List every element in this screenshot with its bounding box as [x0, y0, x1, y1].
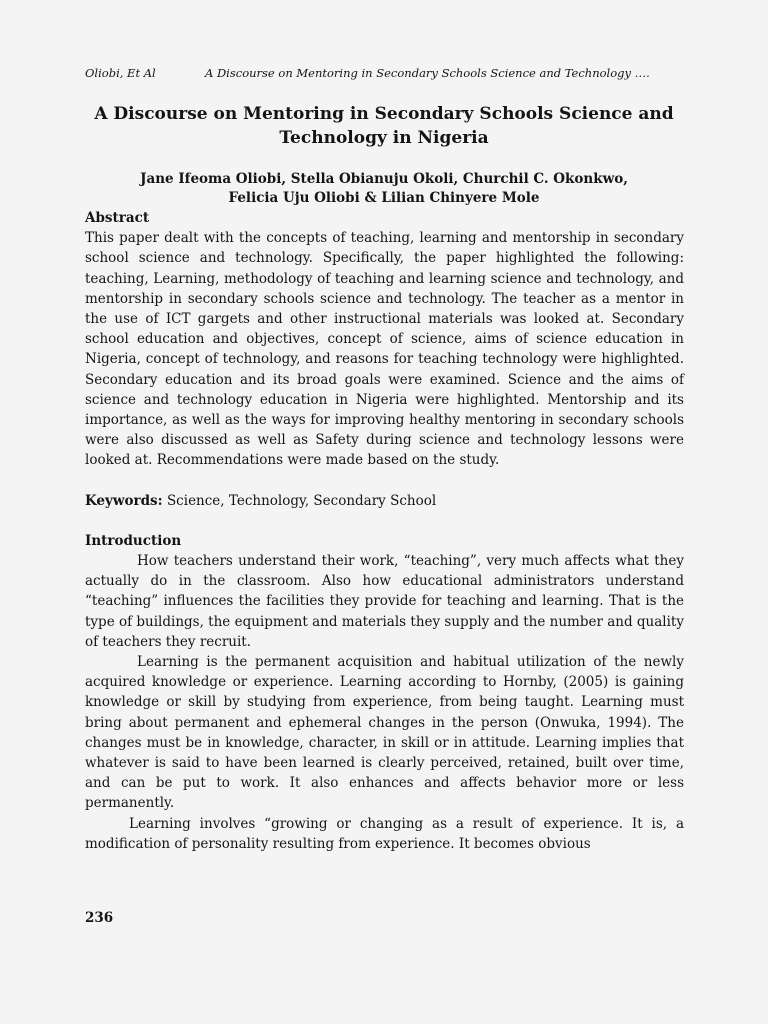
page-number: 236 — [85, 910, 114, 926]
running-head — [85, 66, 685, 80]
author-list — [70, 170, 698, 208]
main-content — [85, 208, 684, 854]
paper-title-line2: Technology in Nigeria — [279, 128, 489, 148]
author-list-line1: Jane Ifeoma Oliobi, Stella Obianuju Okoli, Churchil C. Okonkwo, — [140, 171, 628, 187]
keywords-label: Keywords: — [85, 492, 163, 509]
paper-title — [70, 102, 698, 150]
paper-title-line1: A Discourse on Mentoring in Secondary Schools Science and — [94, 104, 674, 124]
abstract-text: This paper dealt with the concepts of teaching, learning and mentorship in secondary school science and technology. Specifically, the paper highlighted the following: teaching, Learning, methodology of teaching and learning science and technology, and mentorship in secondary schools science and technology. The teacher as a mentor in the use of ICT gargets and other instructional materials was looked at. Secondary school education and objectives, concept of science, aims of science education in Nigeria, concept of technology, and reasons for teaching technology were highlighted. Secondary education and its broad goals were examined. Science and the aims of science and technology education in Nigeria were highlighted. Mentorship and its importance, as well as the ways for improving healthy mentoring in secondary schools were also discussed as well as Safety during science and technology lessons were looked at. Recommendations were made based on the study. — [85, 230, 684, 469]
author-list-line2: Felicia Uju Oliobi & Lilian Chinyere Mole — [228, 190, 540, 206]
introduction-paragraph-2: Learning is the permanent acquisition and habitual utilization of the newly acquired knowledge or experience. Learning according to Hornby, (2005) is gaining knowledge or skill by studying from experience, from being taught. Learning must bring about permanent and ephemeral changes in the person (Onwuka, 1994). The changes must be in knowledge, character, in skill or in attitude. Learning implies that whatever is said to have been learned is clearly perceived, retained, built over time, and can be put to work. It also enhances and affects behavior more or less permanently. — [85, 654, 684, 812]
keywords — [85, 491, 684, 511]
introduction-paragraph-1: How teachers understand their work, “teaching”, very much affects what they actually do in the classroom. Also how educational administrators understand “teaching” influences the facilities they provide for teaching and learning. That is the type of buildings, the equipment and materials they supply and the number and quality of teachers they recruit. — [85, 553, 684, 650]
abstract-heading: Abstract — [85, 210, 150, 226]
keywords-value: Science, Technology, Secondary School — [166, 492, 437, 509]
running-head-title: A Discourse on Mentoring in Secondary Schools Science and Technology …. — [205, 66, 650, 80]
introduction-heading: Introduction — [85, 532, 182, 549]
introduction-paragraph-3: Learning involves “growing or changing as a result of experience. It is, a modification of personality resulting from experience. It becomes obvious — [85, 815, 684, 852]
running-head-authors: Oliobi, Et Al — [85, 66, 156, 80]
